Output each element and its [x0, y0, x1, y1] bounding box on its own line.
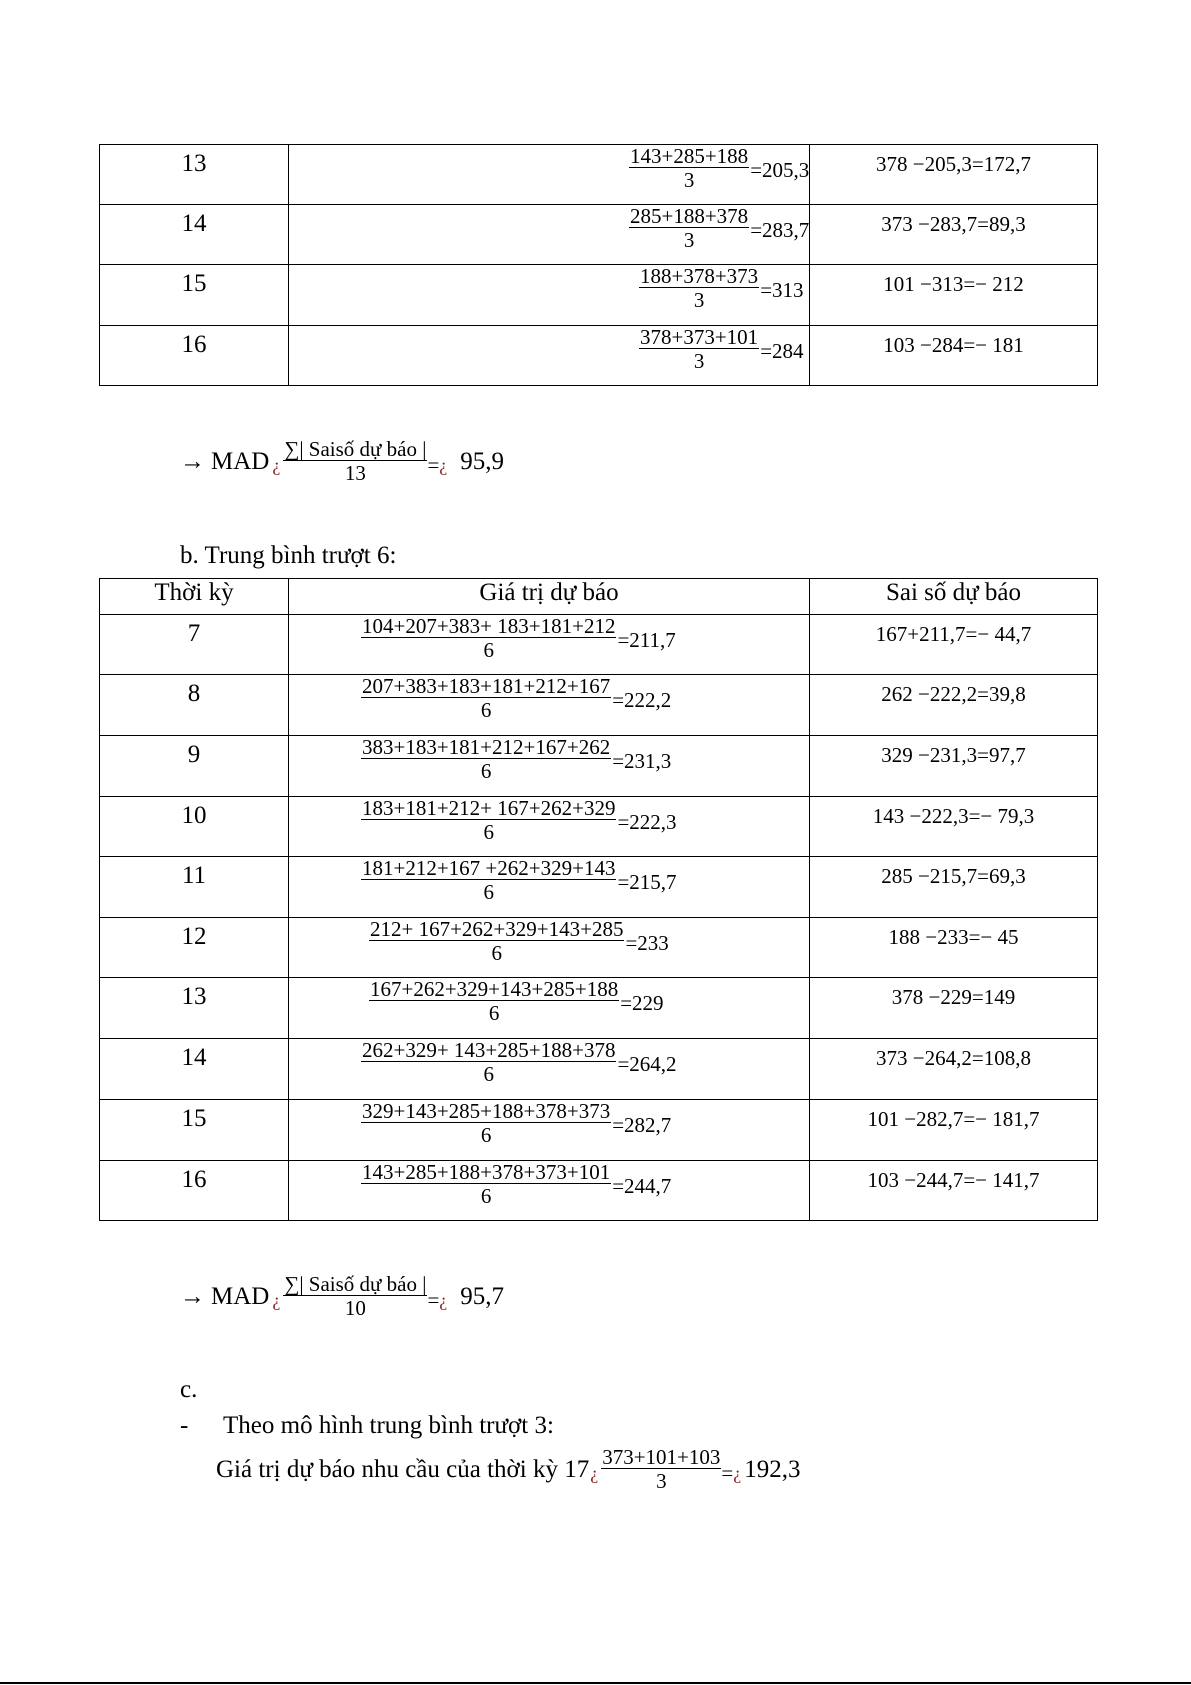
table-row — [100, 797, 1098, 857]
fraction-denominator: 6 — [483, 880, 494, 904]
forecast-cell — [289, 797, 810, 857]
forecast-fraction — [639, 265, 759, 312]
mad-fraction — [283, 438, 427, 485]
column-header-period: Thời kỳ — [100, 579, 289, 615]
arrow-icon: → — [180, 447, 205, 475]
column-header-forecast: Giá trị dự báo — [289, 579, 810, 615]
period-cell: 15 — [100, 265, 289, 326]
fraction-numerator: 167+262+329+143+285+188 — [370, 977, 619, 1001]
forecast-result: =222,2 — [612, 688, 672, 712]
fraction-numerator: 329+143+285+188+378+373 — [362, 1099, 611, 1123]
column-header-error: Sai số dự báo — [810, 579, 1098, 615]
period-cell: 7 — [100, 615, 289, 675]
period-cell: 9 — [100, 736, 289, 797]
fraction-denominator: 10 — [344, 1296, 366, 1320]
fraction-denominator: 6 — [483, 638, 494, 662]
forecast-result: =313 — [760, 278, 804, 302]
error-cell: 329 −231,3=97,7 — [810, 736, 1098, 797]
forecast-fraction — [369, 918, 624, 965]
forecast-cell — [289, 615, 810, 675]
forecast-cell — [289, 205, 810, 265]
forecast-cell — [289, 265, 810, 326]
bullet-marker: - — [180, 1412, 189, 1439]
fraction-denominator: 6 — [483, 1062, 494, 1086]
period-cell: 8 — [100, 675, 289, 736]
forecast-formula — [361, 797, 677, 844]
period-cell: 11 — [100, 857, 289, 918]
forecast-cell — [289, 1161, 810, 1221]
table-row — [100, 205, 1098, 265]
period-cell: 16 — [100, 1161, 289, 1221]
forecast-result: =229 — [620, 991, 664, 1015]
fraction-numerator: 207+383+183+181+212+167 — [362, 674, 611, 698]
bullet-text: Theo mô hình trung bình trượt 3: — [223, 1412, 554, 1439]
forecast-fraction — [361, 1100, 611, 1147]
forecast-formula — [639, 326, 804, 373]
forecast-fraction — [361, 1039, 616, 1086]
fraction-numerator: 378+373+101 — [640, 325, 759, 349]
error-cell: 167+211,7=− 44,7 — [810, 615, 1098, 675]
forecast-formula — [629, 205, 809, 252]
forecast-cell — [289, 978, 810, 1039]
error-cell: 103 −244,7=− 141,7 — [810, 1161, 1098, 1221]
error-cell: 378 −229=149 — [810, 978, 1098, 1039]
fraction-numerator: 262+329+ 143+285+188+378 — [362, 1038, 616, 1062]
forecast-fraction — [639, 326, 759, 373]
forecast-fraction — [629, 145, 749, 192]
error-cell: 103 −284=− 181 — [810, 326, 1098, 386]
forecast-label: Giá trị dự báo nhu cầu của thời kỳ 17 — [216, 1455, 590, 1483]
section-b-heading: b. Trung bình trượt 6: — [180, 542, 397, 569]
mad-fraction — [283, 1273, 427, 1320]
period-cell: 14 — [100, 205, 289, 265]
table-row — [100, 978, 1098, 1039]
table-row — [100, 736, 1098, 797]
table-row — [100, 615, 1098, 675]
moving-average-6-table — [99, 578, 1098, 1221]
fraction-denominator: 6 — [480, 1123, 492, 1147]
forecast-result: =215,7 — [617, 870, 677, 894]
table-row — [100, 265, 1098, 326]
table-header-row — [100, 579, 1098, 615]
fraction-denominator: 3 — [656, 1469, 667, 1493]
forecast-result: =264,2 — [617, 1052, 677, 1076]
error-cell: 101 −313=− 212 — [810, 265, 1098, 326]
placeholder-glyph: ¿ — [590, 1463, 599, 1483]
period-cell: 15 — [100, 1100, 289, 1161]
placeholder-glyph: ¿ — [733, 1463, 742, 1483]
forecast-formula — [361, 615, 676, 662]
forecast-fraction — [629, 205, 749, 252]
forecast-fraction — [601, 1446, 721, 1493]
error-cell: 373 −283,7=89,3 — [810, 205, 1098, 265]
error-cell: 285 −215,7=69,3 — [810, 857, 1098, 918]
page-bottom-rule — [0, 1682, 1191, 1684]
forecast-fraction — [361, 675, 611, 722]
forecast-cell — [289, 1100, 810, 1161]
equals-sign: = — [427, 1288, 440, 1312]
mad-label: MAD — [211, 447, 270, 475]
fraction-denominator: 6 — [491, 941, 502, 965]
fraction-numerator: 188+378+373 — [640, 264, 759, 288]
forecast-fraction — [361, 857, 616, 904]
moving-average-3-table — [99, 144, 1098, 386]
forecast-formula — [361, 1100, 671, 1147]
fraction-denominator: 3 — [683, 228, 695, 252]
fraction-denominator: 3 — [683, 168, 695, 192]
fraction-numerator: 373+101+103 — [602, 1445, 721, 1469]
forecast-formula — [369, 978, 664, 1025]
forecast-formula — [361, 675, 671, 722]
fraction-numerator: ∑| Saisố dự báo | — [284, 1272, 427, 1296]
error-cell: 378 −205,3=172,7 — [810, 145, 1098, 205]
forecast-formula — [639, 265, 804, 312]
mad-formula-b — [180, 1273, 504, 1320]
equals-sign: = — [427, 453, 440, 477]
fraction-denominator: 3 — [693, 349, 705, 373]
mad-value: 95,7 — [460, 1282, 505, 1310]
forecast-cell — [289, 857, 810, 918]
period-cell: 10 — [100, 797, 289, 857]
table-row — [100, 1039, 1098, 1100]
section-c-heading: c. — [180, 1376, 198, 1403]
fraction-numerator: 143+285+188+378+373+101 — [362, 1160, 611, 1184]
period-cell: 16 — [100, 326, 289, 386]
forecast-result: =233 — [625, 931, 669, 955]
fraction-numerator: 183+181+212+ 167+262+329 — [362, 796, 616, 820]
error-cell: 101 −282,7=− 181,7 — [810, 1100, 1098, 1161]
fraction-numerator: 285+188+378 — [630, 204, 749, 228]
fraction-denominator: 13 — [344, 461, 366, 485]
error-cell: 373 −264,2=108,8 — [810, 1039, 1098, 1100]
mad-formula-a — [180, 438, 504, 485]
period-cell: 12 — [100, 918, 289, 978]
fraction-numerator: 104+207+383+ 183+181+212 — [362, 614, 616, 638]
fraction-denominator: 6 — [480, 759, 492, 783]
arrow-icon: → — [180, 1282, 205, 1310]
table-row — [100, 145, 1098, 205]
table-row — [100, 918, 1098, 978]
forecast-cell — [289, 326, 810, 386]
error-cell: 262 −222,2=39,8 — [810, 675, 1098, 736]
period-cell: 14 — [100, 1039, 289, 1100]
table-row — [100, 1100, 1098, 1161]
forecast-formula — [361, 1161, 671, 1208]
mad-value: 95,9 — [460, 447, 505, 475]
forecast-result: =205,3 — [750, 158, 810, 182]
forecast-result: =211,7 — [617, 628, 676, 652]
fraction-denominator: 6 — [488, 1001, 500, 1025]
table-row — [100, 326, 1098, 386]
table-row — [100, 1161, 1098, 1221]
forecast-fraction — [361, 615, 616, 662]
forecast-fraction — [361, 797, 616, 844]
placeholder-glyph: ¿ — [439, 455, 448, 475]
forecast-cell — [289, 675, 810, 736]
equals-sign: = — [721, 1461, 734, 1485]
forecast-fraction — [361, 736, 611, 783]
fraction-denominator: 3 — [693, 288, 705, 312]
mad-label: MAD — [211, 1282, 270, 1310]
forecast-cell — [289, 736, 810, 797]
forecast-fraction — [369, 978, 619, 1025]
table-row — [100, 675, 1098, 736]
fraction-numerator: 212+ 167+262+329+143+285 — [370, 917, 624, 941]
forecast-formula — [629, 145, 809, 192]
forecast-period-17 — [216, 1446, 801, 1493]
period-cell: 13 — [100, 978, 289, 1039]
forecast-result: =282,7 — [612, 1113, 672, 1137]
fraction-denominator: 6 — [480, 1184, 492, 1208]
fraction-numerator: 143+285+188 — [630, 144, 749, 168]
forecast-formula — [361, 1039, 677, 1086]
fraction-numerator: 181+212+167 +262+329+143 — [362, 856, 616, 880]
forecast-cell — [289, 1039, 810, 1100]
table-row — [100, 857, 1098, 918]
forecast-cell — [289, 145, 810, 205]
fraction-denominator: 6 — [480, 698, 492, 722]
forecast-result: =231,3 — [612, 749, 672, 773]
forecast-result: =283,7 — [750, 218, 810, 242]
error-cell: 188 −233=− 45 — [810, 918, 1098, 978]
forecast-result: =222,3 — [617, 810, 677, 834]
forecast-formula — [369, 918, 669, 965]
placeholder-glyph: ¿ — [272, 1290, 281, 1310]
placeholder-glyph: ¿ — [439, 1290, 448, 1310]
fraction-denominator: 6 — [483, 820, 494, 844]
forecast-cell — [289, 918, 810, 978]
error-cell: 143 −222,3=− 79,3 — [810, 797, 1098, 857]
period-cell: 13 — [100, 145, 289, 205]
forecast-formula — [361, 736, 671, 783]
fraction-numerator: ∑| Saisố dự báo | — [284, 437, 427, 461]
placeholder-glyph: ¿ — [272, 455, 281, 475]
forecast-result: =244,7 — [612, 1174, 672, 1198]
fraction-numerator: 383+183+181+212+167+262 — [362, 735, 611, 759]
forecast-fraction — [361, 1161, 611, 1208]
forecast-result: =284 — [760, 339, 804, 363]
forecast-formula — [361, 857, 677, 904]
forecast-value: 192,3 — [744, 1455, 801, 1483]
